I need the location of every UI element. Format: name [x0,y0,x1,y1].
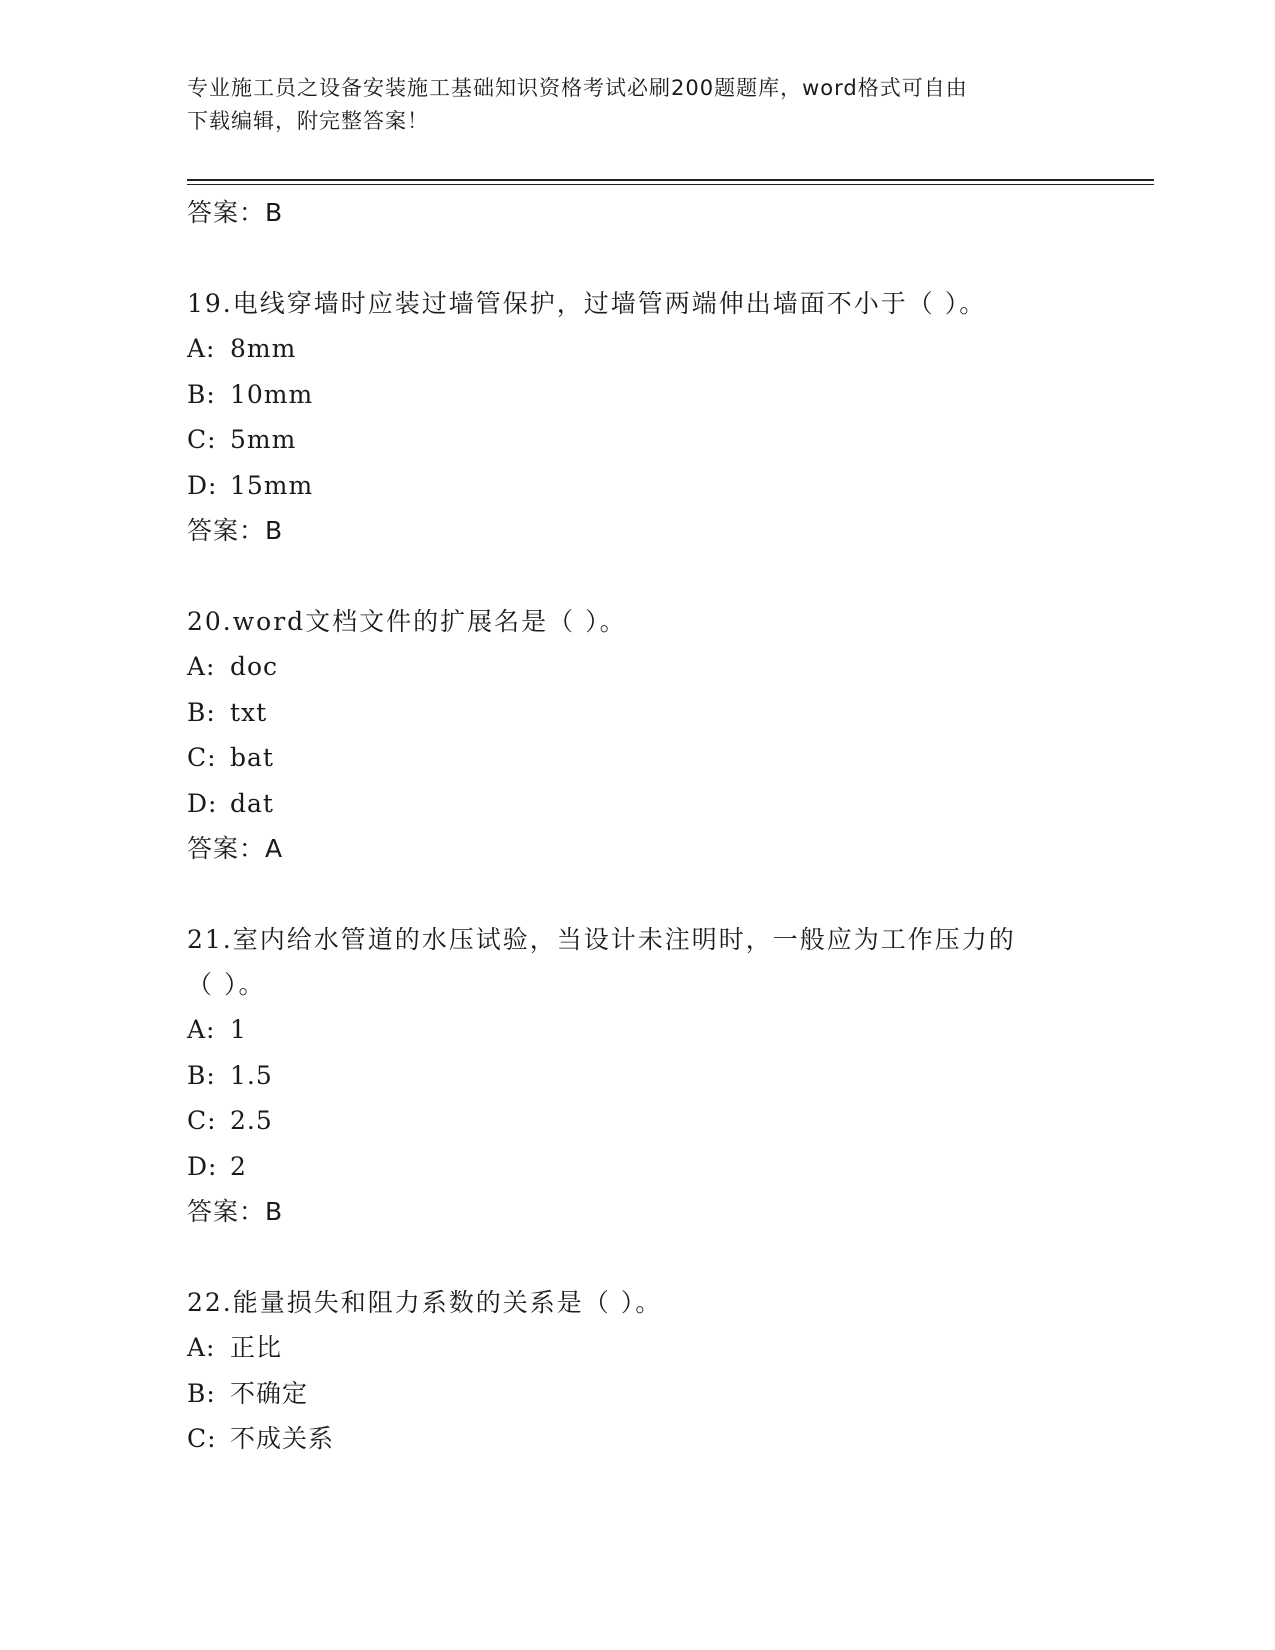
question-text: 19.电线穿墙时应装过墙管保护，过墙管两端伸出墙面不小于（ ）。 [187,289,987,318]
option-label: C: [187,425,217,454]
option-b [187,372,1154,418]
option-label: A: [187,652,216,681]
header-rule-thin [187,184,1154,185]
option-label: A: [187,1015,216,1044]
question-text: 21.室内给水管道的水压试验，当设计未注明时，一般应为工作压力的 [187,925,1016,954]
option-label: A: [187,1333,216,1362]
option-label: B: [187,1378,216,1408]
option-c [187,1416,1154,1462]
option-c [187,735,1154,781]
option-text: 不成关系 [230,1424,335,1453]
answer-line: 答案：B [187,516,284,545]
question-text: 22.能量损失和阻力系数的关系是（ ）。 [187,1288,663,1317]
option-label: D: [187,470,218,500]
option-d [187,781,1154,827]
option-label: D: [187,1151,218,1181]
option-text: 1 [230,1015,247,1044]
header-rule-thick [187,179,1154,181]
option-label: B: [187,697,216,727]
option-c [187,1098,1154,1144]
option-text: 2.5 [230,1106,273,1135]
option-label: C: [187,1424,217,1453]
option-a [187,1007,1154,1053]
option-a [187,1325,1154,1371]
option-text: 15mm [230,470,314,500]
option-label: A: [187,334,216,363]
question-block [187,917,1154,1234]
option-text: dat [230,788,274,818]
option-text: 5mm [230,425,297,454]
option-label: B: [187,379,216,409]
option-text: bat [230,743,274,772]
question-text-continued: （ ）。 [187,970,266,999]
option-b [187,1053,1154,1099]
header-line-2: 下载编辑，附完整答案！ [187,109,429,133]
answer-line: 答案：B [187,1197,284,1226]
option-text: 2 [230,1151,247,1181]
option-text: 10mm [230,379,314,409]
option-text: 8mm [230,334,297,363]
option-b [187,690,1154,736]
option-text: 1.5 [230,1060,273,1090]
option-d [187,463,1154,509]
option-text: 不确定 [230,1378,309,1408]
answer-line: 答案：A [187,834,284,863]
option-d [187,1144,1154,1190]
option-label: D: [187,788,218,818]
option-a [187,326,1154,372]
question-list [187,190,1154,1462]
question-text: 20.word文档文件的扩展名是（ ）。 [187,607,627,636]
option-c [187,417,1154,463]
question-block [187,1280,1154,1462]
option-b [187,1371,1154,1417]
document-header [187,72,1067,138]
answer-line: 答案：B [187,198,284,227]
option-text: doc [230,652,279,681]
option-text: 正比 [230,1333,283,1362]
option-label: B: [187,1060,216,1090]
header-line-1: 专业施工员之设备安装施工基础知识资格考试必刷200题题库，word格式可自由 [187,76,968,100]
question-block [187,599,1154,871]
option-label: C: [187,1106,217,1135]
option-text: txt [230,697,268,727]
option-label: C: [187,743,217,772]
question-block [187,281,1154,553]
option-a [187,644,1154,690]
